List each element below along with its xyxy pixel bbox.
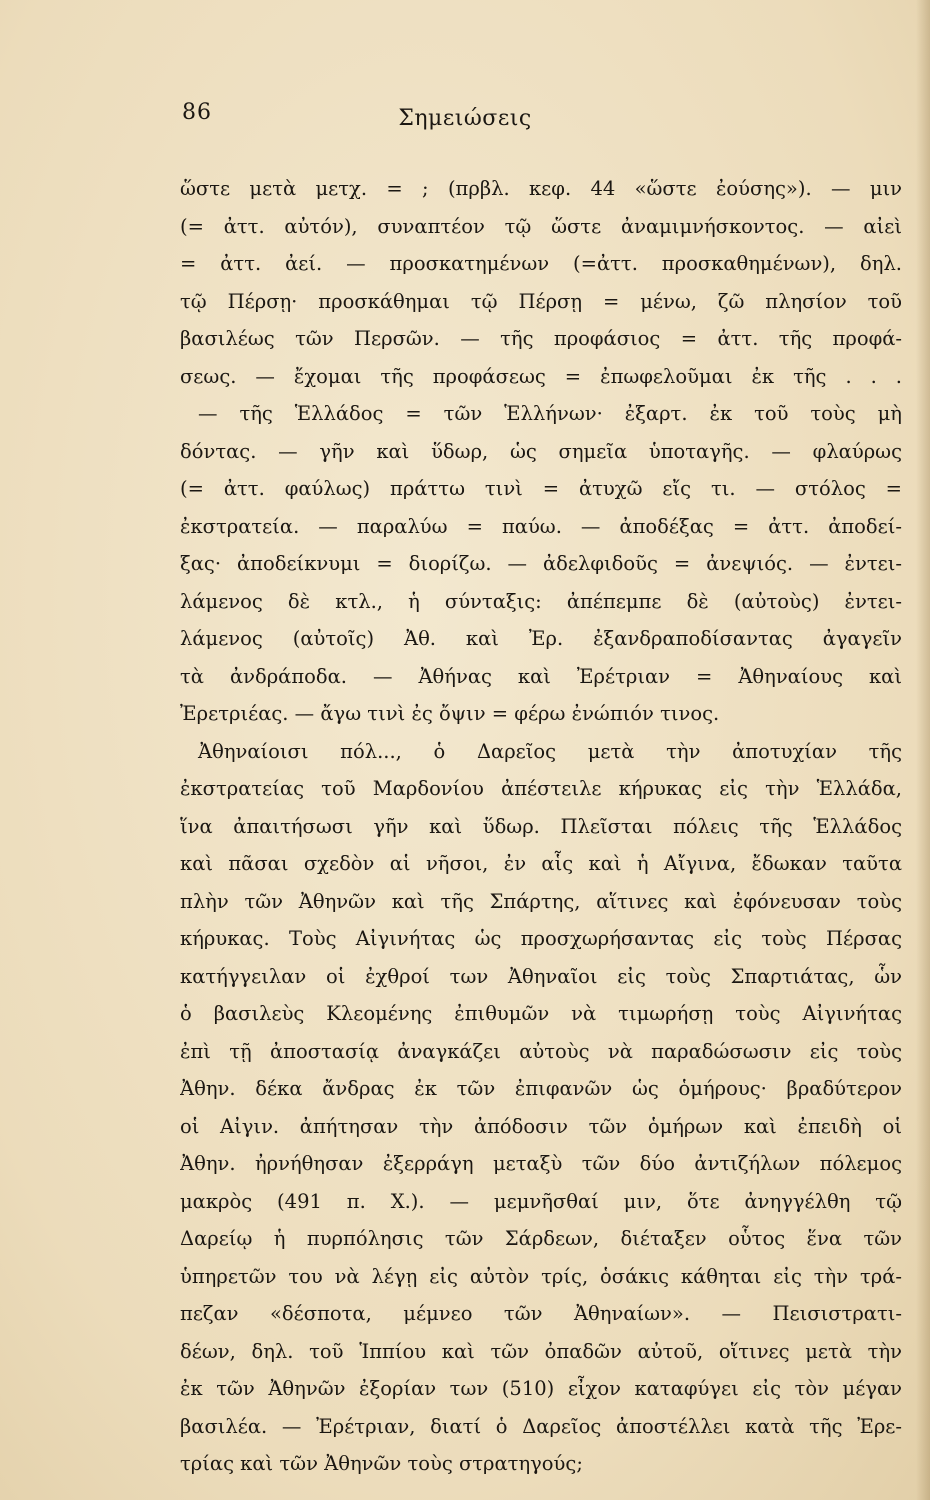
text-line: πλὴν τῶν Ἀθηνῶν καὶ τῆς Σπάρτης, αἵτινες καὶ ἐφόνευσαν τοὺς	[180, 889, 902, 913]
text-line: τρίας καὶ τῶν Ἀθηνῶν τοὺς στρατηγούς;	[180, 1452, 583, 1475]
text-line: μακρὸς (491 π. Χ.). — μεμνῆσθαί μιν, ὅτε ἀνηγγέλθη τῷ	[180, 1189, 902, 1213]
page-number: 86	[182, 100, 212, 125]
text-line: ἐπὶ τῇ ἀποστασίᾳ ἀναγκάζει αὐτοὺς νὰ παραδώσωσιν εἰς τοὺς	[180, 1039, 902, 1063]
text-line: λάμενος δὲ κτλ., ἡ σύνταξις: ἀπέπεμπε δὲ (αὐτοὺς) ἐντει-	[180, 589, 902, 613]
text-line: σεως. — ἔχομαι τῆς προφάσεως = ἐπωφελοῦμαι ἐκ τῆς . . .	[180, 364, 902, 388]
text-line: τῷ Πέρσῃ· προσκάθημαι τῷ Πέρσῃ = μένω, ζῶ πλησίον τοῦ	[180, 289, 902, 313]
text-line: ὥστε μετὰ μετχ. = ; (πρβλ. κεφ. 44 «ὥστε ἐούσης»). — μιν	[180, 177, 902, 200]
text-line: Ἐρετριέας. — ἄγω τινὶ ἐς ὄψιν = φέρω ἐνώπιόν τινος.	[180, 702, 720, 725]
text-line: Ἀθηναίοισι πόλ..., ὁ Δαρεῖος μετὰ τὴν ἀποτυχίαν τῆς	[198, 739, 902, 763]
page-header	[0, 100, 930, 140]
text-line: Ἀθην. ἠρνήθησαν ἐξερράγη μεταξὺ τῶν δύο ἀντιζήλων πόλεμος	[180, 1152, 902, 1175]
text-line: λάμενος (αὐτοῖς) Ἀθ. καὶ Ἐρ. ἐξανδραποδίσαντας ἀγαγεῖν	[180, 627, 902, 650]
text-line: ὁ βασιλεὺς Κλεομένης ἐπιθυμῶν νὰ τιμωρήσῃ τοὺς Αἰγινήτας	[180, 1002, 902, 1025]
text-line: τὰ ἀνδράποδα. — Ἀθήνας καὶ Ἐρέτριαν = Ἀθηναίους καὶ	[180, 664, 902, 688]
text-line: δόντας. — γῆν καὶ ὕδωρ, ὡς σημεῖα ὑποταγῆς. — φλαύρως	[180, 439, 902, 463]
text-line: ὑπηρετῶν του νὰ λέγῃ εἰς αὐτὸν τρίς, ὁσάκις κάθηται εἰς τὴν τρά-	[180, 1264, 902, 1288]
text-line: Ἀθην. δέκα ἄνδρας ἐκ τῶν ἐπιφανῶν ὡς ὁμήρους· βραδύτερον	[180, 1077, 902, 1100]
body-text	[180, 170, 902, 1483]
text-line: βασιλέως τῶν Περσῶν. — τῆς προφάσιος = ἀττ. τῆς προφά-	[180, 327, 902, 350]
text-line: δέων, δηλ. τοῦ Ἱππίου καὶ τῶν ὀπαδῶν αὐτοῦ, οἵτινες μετὰ τὴν	[180, 1339, 902, 1363]
text-line: ξας· ἀποδείκνυμι = διορίζω. — ἀδελφιδοῦς = ἀνεψιός. — ἐντει-	[180, 552, 902, 575]
text-line: = ἀττ. ἀεί. — προσκατημένων (=ἀττ. προσκαθημένων), δηλ.	[180, 252, 902, 275]
text-line: ἐκστρατείας τοῦ Μαρδονίου ἀπέστειλε κήρυκας εἰς τὴν Ἑλλάδα,	[180, 777, 902, 800]
text-line: Δαρείῳ ἡ πυρπόλησις τῶν Σάρδεων, διέταξεν οὗτος ἕνα τῶν	[180, 1227, 902, 1250]
text-line: πεζαν «δέσποτα, μέμνεο τῶν Ἀθηναίων». — Πεισιστρατι-	[180, 1302, 902, 1325]
text-line: κατήγγειλαν οἱ ἐχθροί των Ἀθηναῖοι εἰς τοὺς Σπαρτιάτας, ὧν	[180, 964, 902, 988]
page-edge-shadow	[916, 0, 930, 1500]
text-line: βασιλέα. — Ἐρέτριαν, διατί ὁ Δαρεῖος ἀποστέλλει κατὰ τῆς Ἐρε-	[180, 1414, 902, 1438]
text-line: καὶ πᾶσαι σχεδὸν αἱ νῆσοι, ἐν αἷς καὶ ἡ Αἴγινα, ἔδωκαν ταῦτα	[180, 852, 902, 875]
running-title: Σημειώσεις	[398, 106, 532, 131]
text-line: ἵνα ἀπαιτήσωσι γῆν καὶ ὕδωρ. Πλεῖσται πόλεις τῆς Ἑλλάδος	[180, 814, 902, 838]
text-line: οἱ Αἰγιν. ἀπήτησαν τὴν ἀπόδοσιν τῶν ὁμήρων καὶ ἐπειδὴ οἱ	[180, 1114, 902, 1138]
text-line: — τῆς Ἑλλάδος = τῶν Ἑλλήνων· ἐξαρτ. ἐκ τοῦ τοὺς μὴ	[198, 402, 902, 425]
text-line: ἐκστρατεία. — παραλύω = παύω. — ἀποδέξας = ἀττ. ἀποδεί-	[180, 514, 902, 538]
text-line: κήρυκας. Τοὺς Αἰγινήτας ὡς προσχωρήσαντας εἰς τοὺς Πέρσας	[180, 927, 902, 950]
text-line: (= ἀττ. αὐτόν), συναπτέον τῷ ὥστε ἀναμιμνήσκοντος. — αἰεὶ	[180, 214, 902, 238]
text-line: ἐκ τῶν Ἀθηνῶν ἐξορίαν των (510) εἶχον καταφύγει εἰς τὸν μέγαν	[180, 1377, 902, 1400]
text-line: (= ἀττ. φαύλως) πράττω τινὶ = ἀτυχῶ εἴς τι. — στόλος =	[180, 477, 902, 500]
